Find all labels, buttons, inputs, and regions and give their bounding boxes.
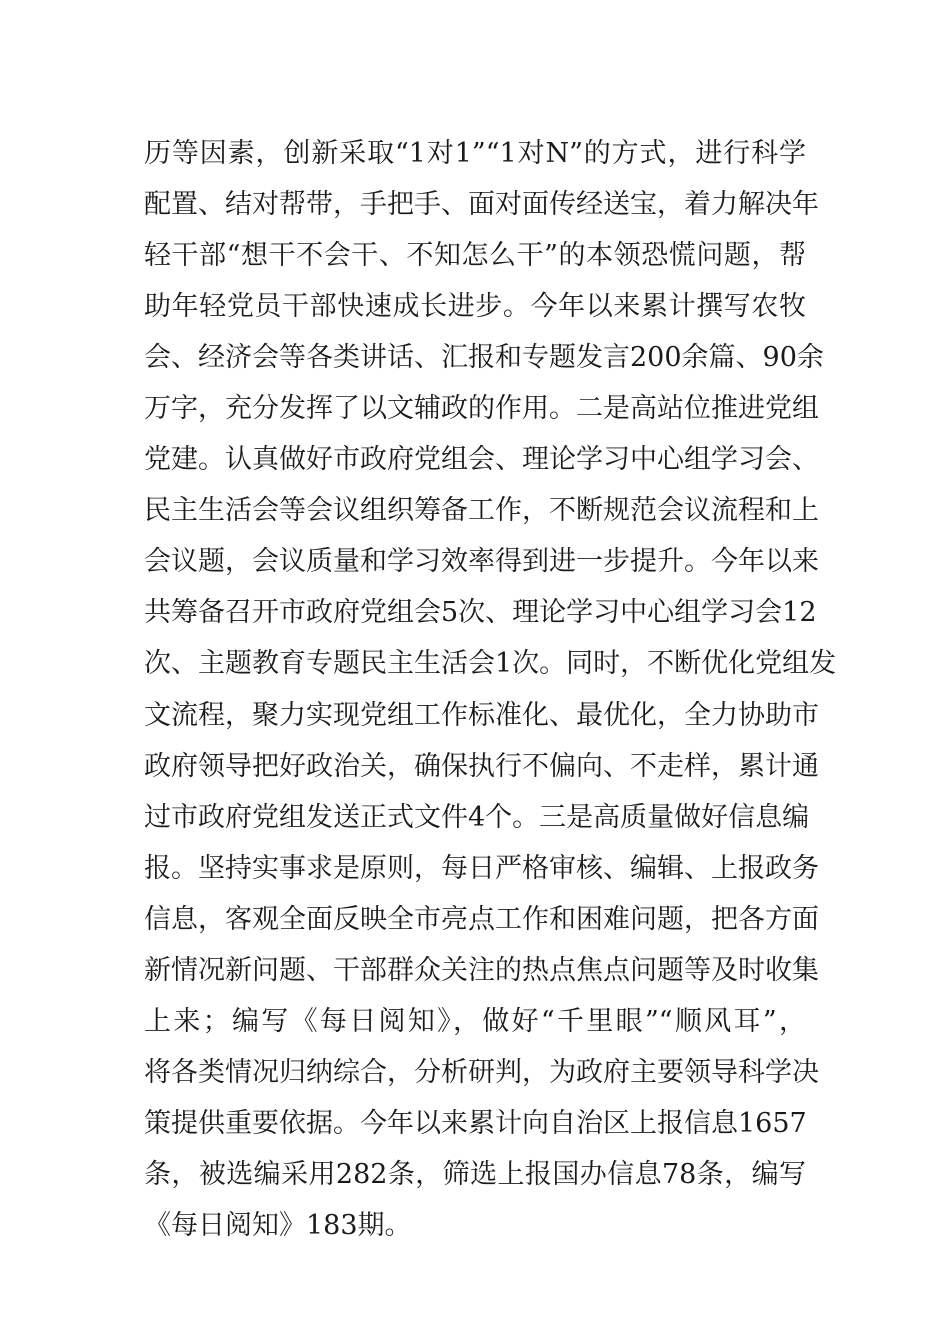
text-line: 助年轻党员干部快速成长进步。今年以来累计撰写农牧 (144, 291, 806, 323)
text-line: 配置、结对帮带，手把手、面对面传经送宝，着力解决年 (144, 189, 819, 221)
text-line: 会议题，会议质量和学习效率得到进一步提升。今年以来 (144, 546, 819, 578)
text-line: 过市政府党组发送正式文件4个。三是高质量做好信息编 (144, 801, 810, 833)
text-line: 万字，充分发挥了以文辅政的作用。二是高站位推进党组 (144, 393, 819, 425)
body-paragraph (144, 134, 837, 1257)
text-line: 会、经济会等各类讲话、汇报和专题发言200余篇、90余 (144, 342, 824, 374)
text-line: 民主生活会等会议组织筹备工作，不断规范会议流程和上 (144, 495, 819, 527)
text-line: 信息，客观全面反映全市亮点工作和困难问题，把各方面 (144, 903, 819, 935)
text-line: 历等因素，创新采取“1对1”“1对N”的方式，进行科学 (144, 138, 806, 169)
text-line: 次、主题教育专题民主生活会1次。同时，不断优化党组发 (144, 648, 837, 680)
text-line: 共筹备召开市政府党组会5次、理论学习中心组学习会12 (144, 597, 817, 629)
text-line: 报。坚持实事求是原则，每日严格审核、编辑、上报政务 (144, 852, 819, 884)
text-line: 轻干部“想干不会干、不知怎么干”的本领恐慌问题，帮 (144, 240, 806, 272)
text-line: 策提供重要依据。今年以来累计向自治区上报信息1657 (144, 1107, 807, 1139)
text-line: 新情况新问题、干部群众关注的热点焦点问题等及时收集 (144, 954, 819, 986)
text-line: 条，被选编采用282条，筛选上报国办信息78条，编写 (144, 1158, 806, 1190)
text-line: 将各类情况归纳综合，分析研判，为政府主要领导科学决 (144, 1056, 819, 1088)
text-line: 上来；编写《每日阅知》，做好“千里眼”“顺风耳”， (144, 1005, 806, 1037)
text-line: 党建。认真做好市政府党组会、理论学习中心组学习会、 (144, 444, 819, 476)
text-line: 《每日阅知》183期。 (144, 1209, 412, 1241)
text-line: 文流程，聚力实现党组工作标准化、最优化，全力协助市 (144, 699, 819, 731)
text-line: 政府领导把好政治关，确保执行不偏向、不走样，累计通 (144, 750, 819, 782)
